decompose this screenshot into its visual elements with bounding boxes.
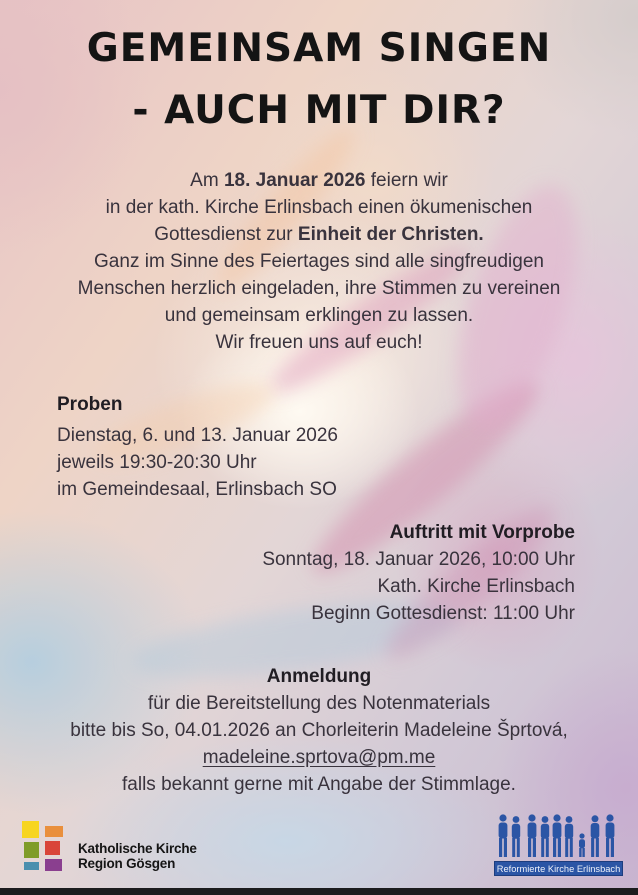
kath-logo-line1: Katholische Kirche <box>78 841 197 856</box>
intro-line: Gottesdienst zur Einheit der Christen. <box>154 224 484 245</box>
performance-section <box>262 519 575 627</box>
registration-line: für die Bereitstellung des Notenmaterials <box>147 693 491 714</box>
kath-logo-text <box>78 841 197 871</box>
kath-logo-squares-icon <box>20 818 66 874</box>
kath-logo-line2: Region Gösgen <box>78 856 176 871</box>
event-date: 18. Januar 2026 <box>223 170 366 191</box>
square-yellow-icon <box>22 821 39 838</box>
performance-line: Sonntag, 18. Januar 2026, 10:00 Uhr <box>262 549 575 570</box>
ref-logo-banner: Reformierte Kirche Erlinsbach <box>494 861 623 876</box>
email-link[interactable]: madeleine.sprtova@pm.me <box>202 747 436 768</box>
intro-line: Menschen herzlich eingeladen, ihre Stimmen zu vereinen <box>77 278 561 299</box>
performance-heading: Auftritt mit Vorprobe <box>389 522 575 543</box>
performance-line: Kath. Kirche Erlinsbach <box>377 576 575 597</box>
poster-title-line1: GEMEINSAM SINGEN <box>86 26 552 71</box>
registration-heading: Anmeldung <box>266 666 372 687</box>
intro-line: und gemeinsam erklingen zu lassen. <box>164 305 474 326</box>
square-green-icon <box>24 842 39 858</box>
intro-line: Am 18. Januar 2026 feiern wir <box>190 170 448 191</box>
intro-line: Wir freuen uns auf euch! <box>215 332 423 353</box>
registration-line: falls bekannt gerne mit Angabe der Stimmlage. <box>122 774 516 795</box>
poster-title-line2: - AUCH MIT DIR? <box>132 88 506 133</box>
square-blue-icon <box>24 862 39 870</box>
reformierte-kirche-logo <box>494 812 624 876</box>
square-purple-icon <box>45 859 62 871</box>
intro-line: in der kath. Kirche Erlinsbach einen ökumenischen <box>105 197 533 218</box>
intro-line: Ganz im Sinne des Feiertages sind alle singfreudigen <box>94 251 544 272</box>
registration-section <box>0 663 638 798</box>
poster-title <box>0 18 638 142</box>
people-silhouettes-icon <box>495 812 624 857</box>
intro-paragraph <box>0 167 638 356</box>
katholische-kirche-logo <box>20 818 197 874</box>
rehearsals-section <box>57 391 338 503</box>
performance-line: Beginn Gottesdienst: 11:00 Uhr <box>311 603 575 624</box>
bottom-edge-bar <box>0 888 638 895</box>
square-orange-icon <box>45 826 63 837</box>
rehearsals-line: Dienstag, 6. und 13. Januar 2026 <box>57 425 338 446</box>
rehearsals-line: jeweils 19:30-20:30 Uhr <box>57 452 257 473</box>
rehearsals-line: im Gemeindesaal, Erlinsbach SO <box>57 479 337 500</box>
square-red-icon <box>45 841 60 855</box>
rehearsals-heading: Proben <box>57 394 123 415</box>
registration-line <box>0 744 638 771</box>
registration-line: bitte bis So, 04.01.2026 an Chorleiterin Madeleine Šprtová, <box>70 720 568 741</box>
event-occasion: Einheit der Christen. <box>297 224 484 245</box>
